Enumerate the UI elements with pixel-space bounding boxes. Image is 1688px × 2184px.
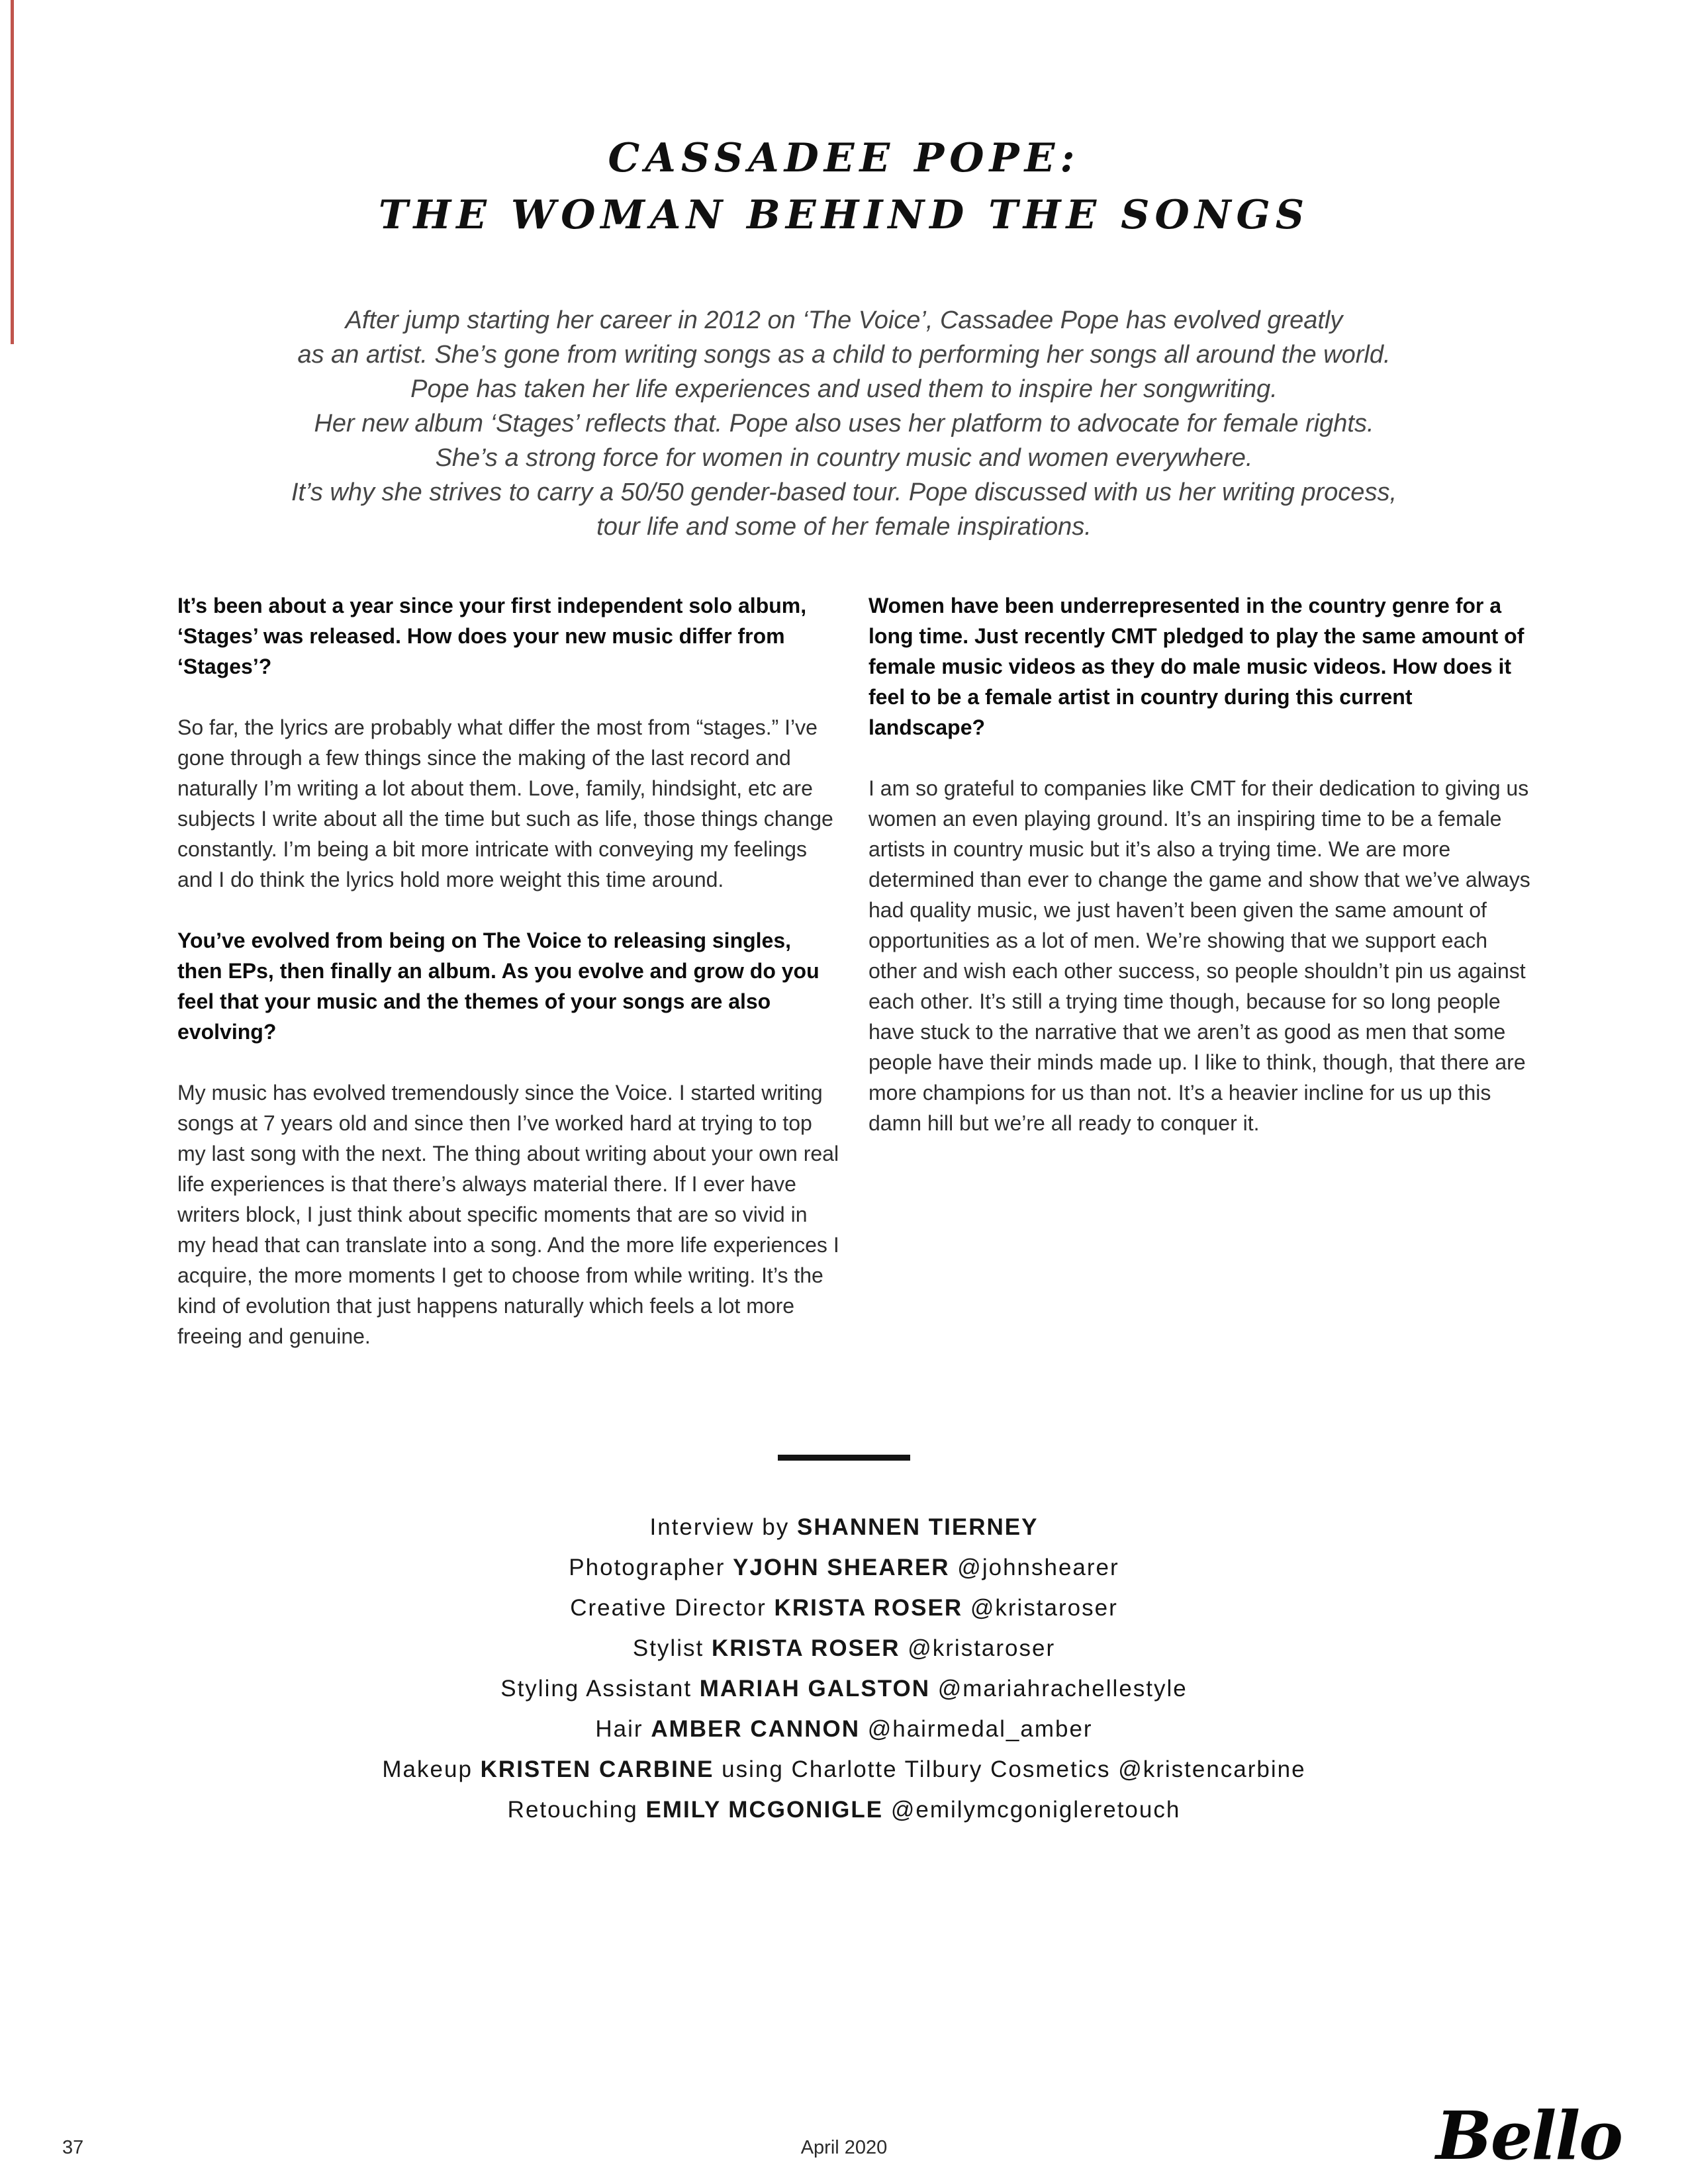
article-header xyxy=(0,130,1688,244)
article-body xyxy=(177,590,1530,1382)
credit-line-stylist xyxy=(0,1628,1688,1668)
intro-line: It’s why she strives to carry a 50/50 gender-based tour. Pope discussed with us her writing process, xyxy=(291,478,1397,506)
credit-name: YJOHN SHEARER xyxy=(733,1555,950,1580)
credit-handle: @mariahrachellestyle xyxy=(929,1676,1188,1702)
credit-role: Creative Director xyxy=(570,1595,774,1621)
credit-name: SHANNEN TIERNEY xyxy=(796,1514,1039,1540)
left-column xyxy=(177,590,839,1382)
credit-handle: @kristaroser xyxy=(962,1595,1118,1621)
interview-question: It’s been about a year since your first independent solo album, ‘Stages’ was released. How does your new music differ from ‘Stages’? xyxy=(177,594,807,678)
credit-role: Photographer xyxy=(569,1555,733,1580)
credit-line-interview xyxy=(0,1507,1688,1547)
bello-logo: Bello xyxy=(1436,2097,1622,2175)
intro-line: She’s a strong force for women in country music and women everywhere. xyxy=(435,444,1253,472)
interview-question: You’ve evolved from being on The Voice to releasing singles, then EPs, then finally an album. As you evolve and grow do you feel that your music and the themes of your songs are also evolving? xyxy=(177,929,820,1044)
page-footer xyxy=(0,2071,1688,2184)
credit-line-styling-assistant xyxy=(0,1668,1688,1709)
interview-answer: So far, the lyrics are probably what differ the most from “stages.” I’ve gone through a few things since the making of the last record and naturally I’m writing a lot about them. Love, family, hindsight, etc are subjects I write about all the time but such as life, those things change constantly. I’m being a bit more intricate with conveying my feelings and I do think the lyrics hold more weight this time around. xyxy=(177,715,833,891)
credits-block xyxy=(0,1507,1688,1830)
credit-role: Hair xyxy=(595,1716,651,1742)
section-divider xyxy=(778,1455,910,1461)
credit-line-retouching xyxy=(0,1790,1688,1830)
credit-line-photographer xyxy=(0,1547,1688,1588)
interview-answer: My music has evolved tremendously since the Voice. I started writing songs at 7 years old and since then I’ve worked hard at trying to top my last song with the next. The thing about writing about your own real life experiences is that there’s always material there. If I ever have writers block, I just think about specific moments that are so vivid in my head that can translate into a song. And the more life experiences I acquire, the more moments I get to choose from while writing. It’s the kind of evolution that just happens naturally which feels a lot more freeing and genuine. xyxy=(177,1081,839,1348)
credit-role: Interview by xyxy=(649,1514,797,1540)
intro-line: as an artist. She’s gone from writing songs as a child to performing her songs all around the world. xyxy=(297,341,1391,369)
credit-role: Retouching xyxy=(507,1797,646,1823)
credit-role: Makeup xyxy=(382,1756,481,1782)
credit-name: MARIAH GALSTON xyxy=(699,1676,930,1702)
page-title xyxy=(0,130,1688,244)
credit-handle: @emilymcgonigleretouch xyxy=(883,1797,1181,1823)
right-column xyxy=(868,590,1530,1382)
credit-handle: @johnshearer xyxy=(949,1555,1119,1580)
credit-name: KRISTEN CARBINE xyxy=(480,1756,714,1782)
credit-name: KRISTA ROSER xyxy=(711,1635,900,1661)
credit-name: EMILY MCGONIGLE xyxy=(645,1797,884,1823)
intro-paragraph xyxy=(0,303,1688,544)
credit-handle: @kristaroser xyxy=(900,1635,1056,1661)
credit-name: AMBER CANNON xyxy=(651,1716,860,1742)
credit-line-hair xyxy=(0,1709,1688,1749)
credit-role: Stylist xyxy=(632,1635,712,1661)
credit-handle: using Charlotte Tilbury Cosmetics @kristencarbine xyxy=(714,1756,1306,1782)
intro-line: tour life and some of her female inspirations. xyxy=(596,513,1092,541)
intro-line: Her new album ‘Stages’ reflects that. Pope also uses her platform to advocate for female rights. xyxy=(314,410,1374,437)
credit-role: Styling Assistant xyxy=(500,1676,700,1702)
credit-handle: @hairmedal_amber xyxy=(859,1716,1093,1742)
credit-name: KRISTA ROSER xyxy=(774,1595,963,1621)
title-line-2: THE WOMAN BEHIND THE SONGS xyxy=(378,192,1310,238)
title-line-1: CASSADEE POPE: xyxy=(608,135,1080,181)
intro-line: Pope has taken her life experiences and used them to inspire her songwriting. xyxy=(410,375,1278,403)
interview-question: Women have been underrepresented in the country genre for a long time. Just recently CMT pledged to play the same amount of female music videos as they do male music videos. How does it feel to be a female artist in country during this current landscape? xyxy=(868,594,1524,739)
issue-date: April 2020 xyxy=(800,2137,888,2158)
interview-answer: I am so grateful to companies like CMT for their dedication to giving us women an even playing ground. It’s an inspiring time to be a female artists in country music but it’s also a trying time. We are more determined than ever to change the game and show that we’ve always had quality music, we just haven’t been given the same amount of opportunities as a lot of men. We’re showing that we support each other and wish each other success, so people shouldn’t pin us against each other. It’s still a trying time though, because for so long people have stuck to the narrative that we aren’t as good as men that some people have their minds made up. I like to think, though, that there are more champions for us than not. It’s a heavier incline for us up this damn hill but we’re all ready to conquer it. xyxy=(868,776,1530,1135)
credit-line-creative-director xyxy=(0,1588,1688,1628)
page-number: 37 xyxy=(62,2137,84,2158)
intro-line: After jump starting her career in 2012 on ‘The Voice’, Cassadee Pope has evolved greatly xyxy=(345,306,1343,334)
left-edge-accent-line xyxy=(11,0,14,344)
credit-line-makeup xyxy=(0,1749,1688,1790)
